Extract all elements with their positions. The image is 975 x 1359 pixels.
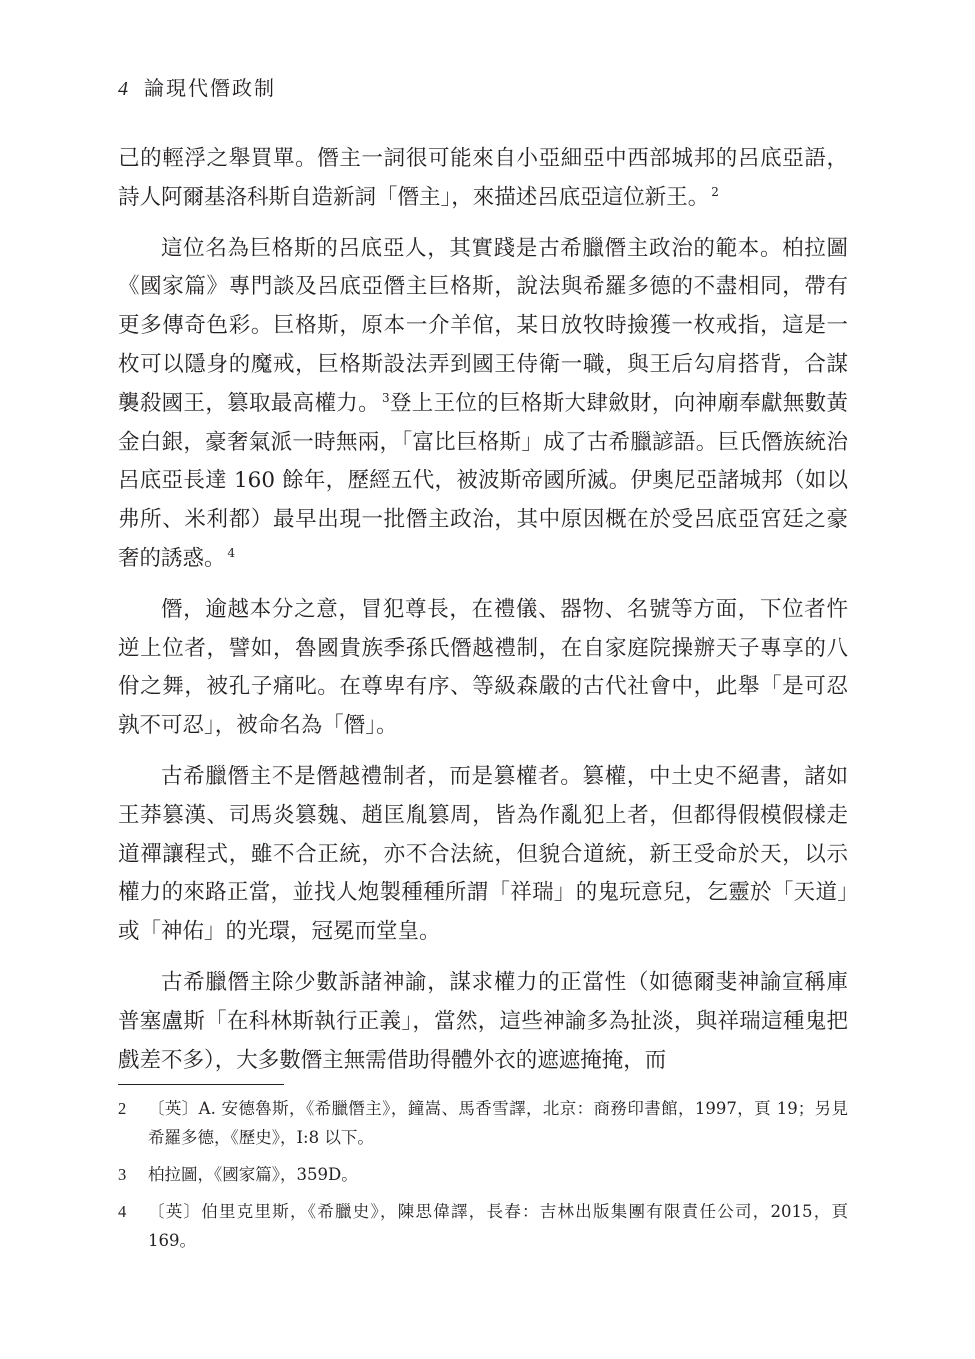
paragraph-5 [118, 964, 848, 1080]
footnote-text: 柏拉圖，《國家篇》，359D。 [148, 1165, 358, 1184]
footnote-ref[interactable]: 4 [227, 545, 236, 560]
paragraph-3 [118, 591, 848, 746]
footnote-text: 〔英〕伯里克里斯，《希臘史》，陳思偉譯，長春：吉林出版集團有限責任公司，2015，頁 169。 [148, 1202, 848, 1250]
footnote-text: 〔英〕A. 安德魯斯，《希臘僭主》，鐘嵩、馬香雪譯，北京：商務印書館，1997，頁 19；另見希羅多德，《歷史》，I:8 以下。 [148, 1099, 848, 1147]
page-number: 4 [118, 78, 130, 100]
footnote-divider [118, 1084, 284, 1085]
running-title: 論現代僭政制 [144, 76, 276, 100]
paragraph-text: 古希臘僭主除少數訴諸神諭，謀求權力的正當性（如德爾斐神諭宣稱庫普塞盧斯「在科林斯執行正義」，當然，這些神諭多為扯淡，與祥瑞這種鬼把戲差不多），大多數僭主無需借助得體外衣的遮遮掩掩，而 [118, 969, 848, 1073]
footnote-item [118, 1197, 848, 1255]
paragraph-text: 這位名為巨格斯的呂底亞人，其實踐是古希臘僭主政治的範本。柏拉圖《國家篇》專門談及呂底亞僭主巨格斯，說法與希羅多德的不盡相同，帶有更多傳奇色彩。巨格斯，原本一介羊倌，某日放牧時撿獲一枚戒指，這是一枚可以隱身的魔戒，巨格斯設法弄到國王侍衛一職，與王后勾肩搭背，合謀襲殺國王，篡取最高權力。 [118, 235, 848, 416]
footnote-number: 2 [118, 1099, 127, 1118]
paragraph-text: 古希臘僭主不是僭越禮制者，而是篡權者。篡權，中土史不絕書，諸如王莽篡漢、司馬炎篡魏、趙匡胤篡周，皆為作亂犯上者，但都得假模假樣走道禪讓程式，雖不合正統，亦不合法統，但貌合道統，新王受命於天，以示權力的來路正當，並找人炮製種種所謂「祥瑞」的鬼玩意兒，乞靈於「天道」或「神佑」的光環，冠冕而堂皇。 [118, 763, 848, 945]
footnote-ref[interactable]: 3 [381, 390, 390, 405]
footnote-number: 4 [118, 1202, 127, 1221]
paragraph-text: 己的輕浮之舉買單。僭主一詞很可能來自小亞細亞中西部城邦的呂底亞語，詩人阿爾基洛科斯自造新詞「僭主」，來描述呂底亞這位新王。 [118, 146, 848, 210]
paragraph-2 [118, 230, 848, 579]
footnote-item [118, 1094, 848, 1152]
paragraph-text: 登上王位的巨格斯大肆斂財，向神廟奉獻無數黃金白銀，豪奢氣派一時無兩，「富比巨格斯」成了古希臘諺語。巨氏僭族統治呂底亞長達 160 餘年，歷經五代，被波斯帝國所滅。伊奧尼亞諸城邦（如以弗所、米利都）最早出現一批僭主政治，其中原因概在於受呂底亞宮廷之豪奢的誘惑。 [118, 390, 848, 571]
footnotes [118, 1094, 848, 1263]
paragraph-text: 僭，逾越本分之意，冒犯尊長，在禮儀、器物、名號等方面，下位者忤逆上位者，譬如，魯國貴族季孫氏僭越禮制，在自家庭院操辦天子專享的八佾之舞，被孔子痛叱。在尊卑有序、等級森嚴的古代社會中，此舉「是可忍孰不可忍」，被命名為「僭」。 [118, 596, 848, 739]
paragraph-4 [118, 758, 848, 952]
body-text [118, 140, 848, 1092]
footnote-ref[interactable]: 2 [711, 184, 719, 199]
footnote-item [118, 1160, 848, 1189]
paragraph-1 [118, 140, 848, 218]
footnote-number: 3 [118, 1165, 127, 1184]
running-header [118, 72, 276, 101]
